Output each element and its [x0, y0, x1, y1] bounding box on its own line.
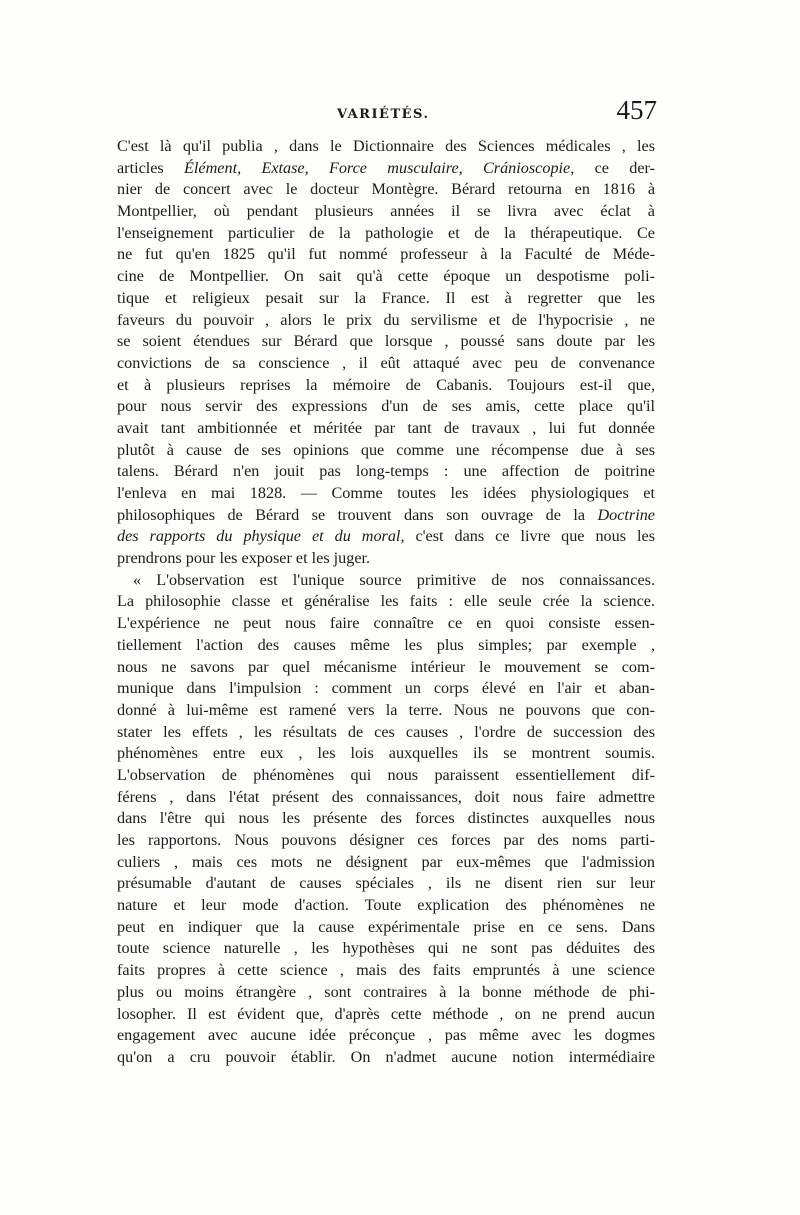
body-text [117, 136, 655, 1069]
text-line: dans l'être qui nous les présente des forces distinctes auxquelles nous [117, 809, 655, 828]
text-line: L'expérience ne peut nous faire connaître ce en quoi consiste essen- [117, 614, 655, 633]
text-line: nier de concert avec le docteur Montègre. Bérard retourna en 1816 à [117, 180, 655, 199]
text-line: plutôt à cause de ses opinions que comme une récompense due à ses [117, 440, 655, 459]
text-line: engagement avec aucune idée préconçue , pas même avec les dogmes [117, 1026, 655, 1045]
text-line: faits propres à cette science , mais des faits empruntés à une science [117, 961, 655, 980]
text-line: présumable d'autant de causes spéciales , ils ne disent rien sur leur [117, 874, 655, 893]
text-line: phénomènes entre eux , les lois auxquelles ils se montrent soumis. [117, 744, 655, 763]
text-line: peut en indiquer que la cause expérimentale prise en ce sens. Dans [117, 917, 655, 936]
text-line: tiellement l'action des causes même les plus simples; par exemple , [117, 635, 655, 654]
text-line: « L'observation est l'unique source primitive de nos connaissances. [133, 570, 655, 589]
text-line: convictions de sa conscience , il eût attaqué avec peu de convenance [117, 353, 655, 372]
text-line: prendrons pour les exposer et les juger. [117, 549, 371, 568]
text-line: munique dans l'impulsion : comment un corps élevé en l'air et aban- [117, 679, 655, 698]
text-line: stater les effets , les résultats de ces causes , l'ordre de succession des [117, 722, 655, 741]
text-line: L'observation de phénomènes qui nous paraissent essentiellement dif- [117, 765, 655, 784]
text-line: cine de Montpellier. On sait qu'à cette époque un despotisme poli- [117, 267, 655, 286]
paragraph-2 [117, 570, 655, 1069]
text-line: faveurs du pouvoir , alors le prix du servilisme et de l'hypocrisie , ne [117, 310, 655, 329]
text-line: et à plusieurs reprises la mémoire de Cabanis. Toujours est-il que, [117, 375, 655, 394]
text-line: nous ne savons par quel mécanisme intérieur le mouvement se com- [117, 657, 655, 676]
running-head: VARIÉTÉS. [337, 107, 430, 122]
text-line: talens. Bérard n'en jouit pas long-temps : une affection de poitrine [117, 462, 655, 481]
text-line: plus ou moins étrangère , sont contraires à la bonne méthode de phi- [117, 982, 655, 1001]
text-line: donné à lui-même est ramené vers la terre. Nous ne pouvons que con- [117, 700, 655, 719]
text-line: les rapportons. Nous pouvons désigner ces forces par des noms parti- [117, 831, 655, 849]
text-line: qu'on a cru pouvoir établir. On n'admet aucune notion intermédiaire [117, 1047, 655, 1066]
text-line: articles Élément, Extase, Force musculaire, Cránioscopie, ce der- [117, 158, 655, 177]
text-line: avait tant ambitionnée et méritée par tant de travaux , lui fut donnée [117, 418, 655, 437]
text-line: La philosophie classe et généralise les faits : elle seule crée la science. [117, 592, 655, 611]
text-line: toute science naturelle , les hypothèses qui ne sont pas déduites des [117, 939, 655, 958]
text-line: pour nous servir des expressions d'un de ses amis, cette place qu'il [117, 397, 655, 416]
text-line: nature et leur mode d'action. Toute explication des phénomènes ne [117, 896, 655, 915]
page-header [117, 95, 657, 135]
text-line: férens , dans l'état présent des connaissances, doit nous faire admettre [117, 787, 655, 806]
text-line: Montpellier, où pendant plusieurs années il se livra avec éclat à [117, 202, 655, 221]
paragraph-1 [117, 136, 655, 570]
text-line: losopher. Il est évident que, d'après cette méthode , on ne prend aucun [117, 1004, 655, 1023]
text-line: culiers , mais ces mots ne désignent par eux-mêmes que l'admission [117, 852, 655, 871]
text-line: philosophiques de Bérard se trouvent dans son ouvrage de la Doctrine [117, 505, 655, 524]
text-line: tique et religieux pesait sur la France. Il est à regretter que les [117, 288, 655, 307]
text-line: des rapports du physique et du moral, c'est dans ce livre que nous les [117, 527, 655, 546]
text-line: l'enleva en mai 1828. — Comme toutes les idées physiologiques et [117, 484, 655, 502]
text-line: l'enseignement particulier de la pathologie et de la thérapeutique. Ce [117, 223, 655, 242]
page-number: 457 [616, 95, 657, 125]
text-line: ne fut qu'en 1825 qu'il fut nommé professeur à la Faculté de Méde- [117, 245, 655, 264]
text-line: C'est là qu'il publia , dans le Dictionnaire des Sciences médicales , les [117, 137, 655, 155]
text-line: se soient étendues sur Bérard que lorsque , poussé sans doute par les [117, 332, 655, 351]
